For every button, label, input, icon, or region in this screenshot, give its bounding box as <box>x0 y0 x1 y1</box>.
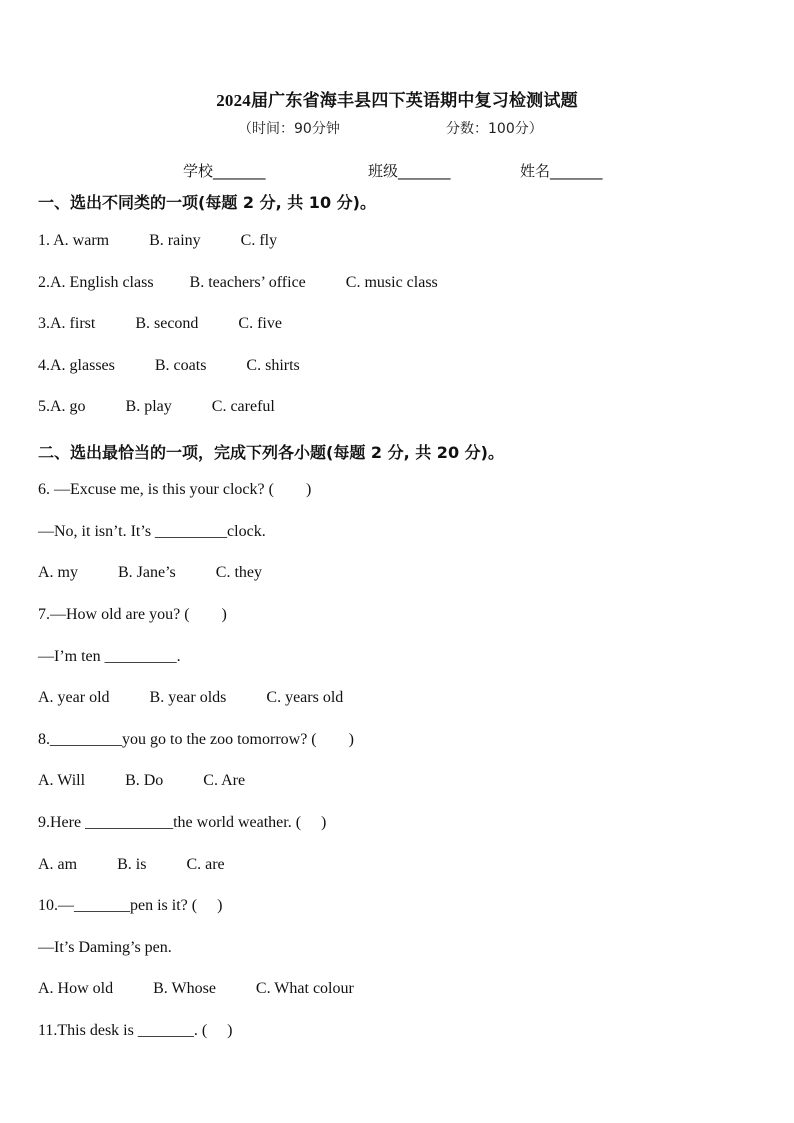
question-line: 2.A. English class B. teachers’ office C. music class <box>38 274 438 291</box>
question-line: A. my B. Jane’s C. they <box>38 564 262 581</box>
question-line: 7.—How old are you? ( ) <box>38 606 227 623</box>
question-line: —I’m ten _________. <box>38 648 181 665</box>
question-line: 9.Here ___________the world weather. ( ) <box>38 814 327 831</box>
question-line: 3.A. first B. second C. five <box>38 315 282 332</box>
page-title: 2024届广东省海丰县四下英语期中复习检测试题 <box>216 91 578 110</box>
school-field: 学校_______ <box>183 162 266 180</box>
question-line: 1. A. warm B. rainy C. fly <box>38 232 278 249</box>
question-line: A. year old B. year olds C. years old <box>38 689 344 706</box>
question-line: —No, it isn’t. It’s _________clock. <box>38 523 266 540</box>
question-line: —It’s Daming’s pen. <box>38 939 172 956</box>
class-field: 班级_______ <box>368 162 451 180</box>
exam-score: 分数：100分） <box>446 121 543 137</box>
name-field: 姓名_______ <box>520 162 603 180</box>
section-title: 一、选出不同类的一项(每题 2 分, 共 10 分)。 <box>38 193 376 212</box>
question-line: A. How old B. Whose C. What colour <box>38 980 354 997</box>
question-line: 8._________you go to the zoo tomorrow? ( ) <box>38 731 354 748</box>
question-line: 5.A. go B. play C. careful <box>38 398 275 415</box>
question-line: A. am B. is C. are <box>38 856 225 873</box>
exam-time: （时间：90分钟 <box>238 121 340 137</box>
question-line: 10.—_______pen is it? ( ) <box>38 897 223 914</box>
section-title: 二、选出最恰当的一项，完成下列各小题(每题 2 分, 共 20 分)。 <box>38 443 504 462</box>
question-line: 11.This desk is _______. ( ) <box>38 1022 233 1039</box>
question-line: A. Will B. Do C. Are <box>38 772 246 789</box>
question-line: 6. —Excuse me, is this your clock? ( ) <box>38 481 312 498</box>
question-line: 4.A. glasses B. coats C. shirts <box>38 357 300 374</box>
